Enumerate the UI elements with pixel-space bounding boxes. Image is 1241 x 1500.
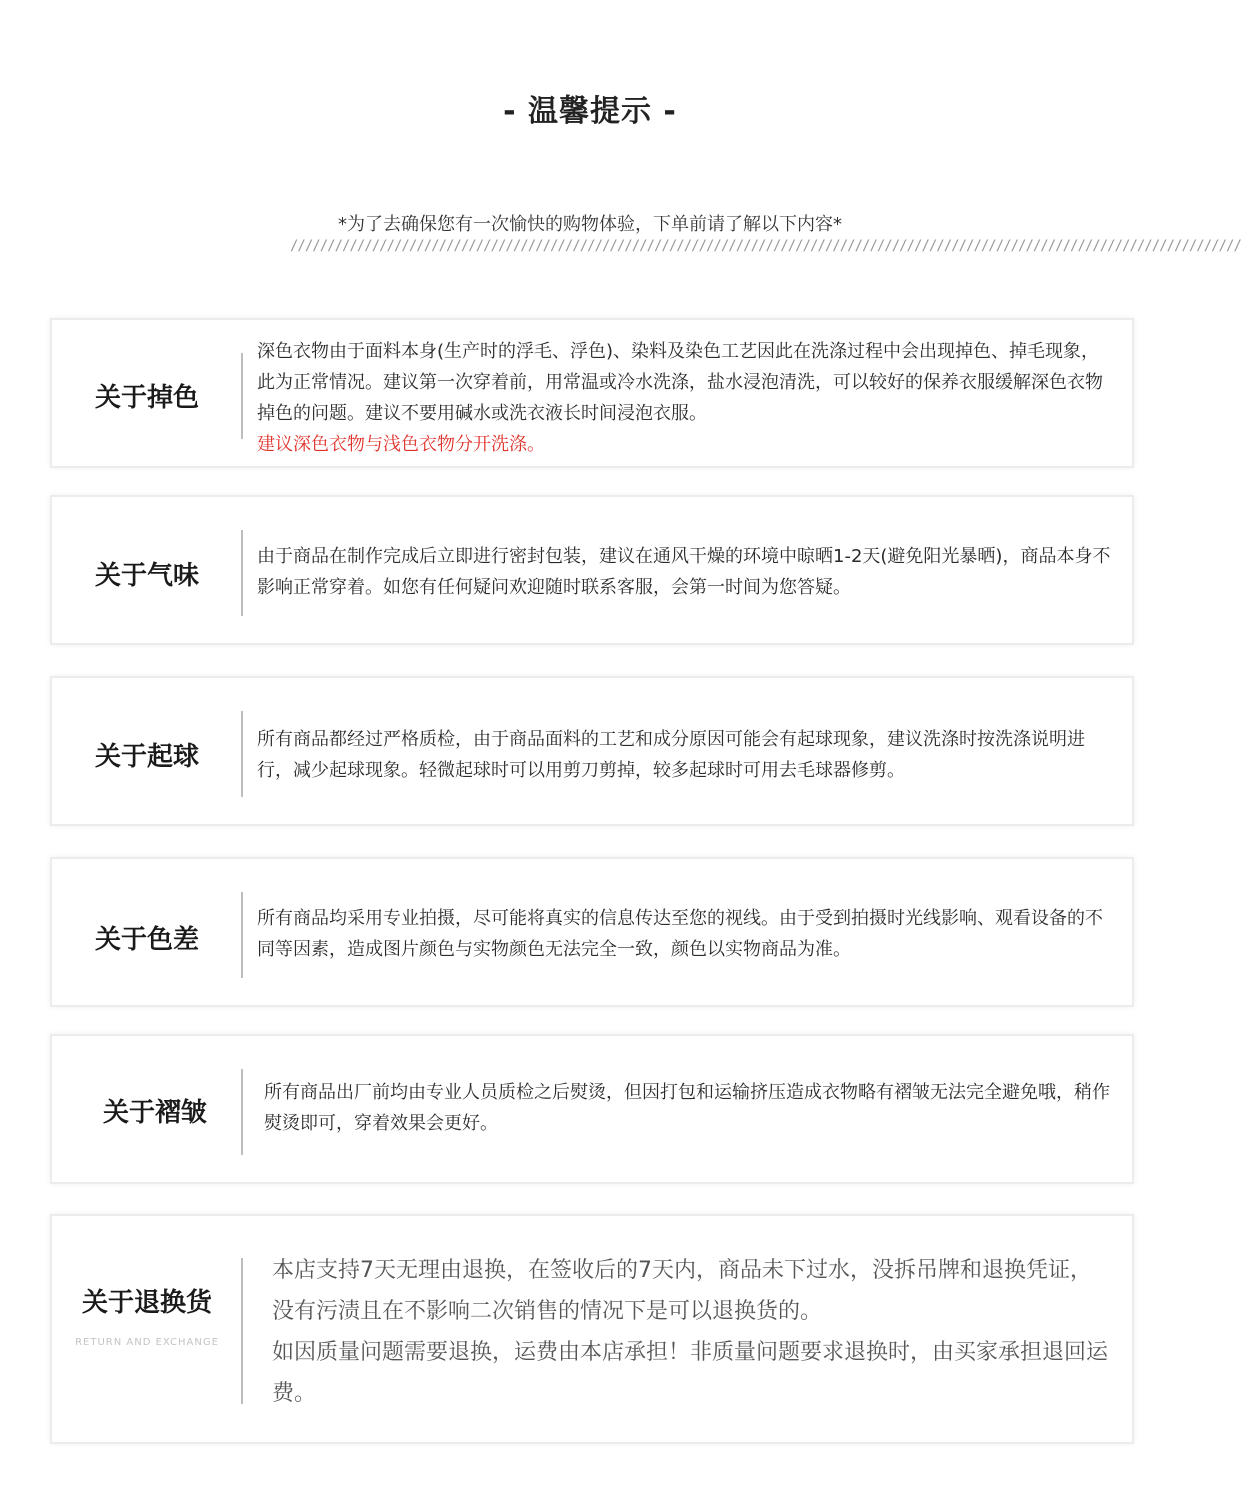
card-divider bbox=[241, 530, 243, 616]
card-divider bbox=[241, 1258, 243, 1404]
card-fading bbox=[50, 318, 1134, 468]
card-pilling bbox=[50, 676, 1134, 826]
card-wrinkles bbox=[50, 1034, 1134, 1184]
card-odor bbox=[50, 495, 1134, 645]
card-body: 深色衣物由于面料本身(生产时的浮毛、浮色)、染料及染色工艺因此在洗涤过程中会出现掉色、掉毛现象，此为正常情况。建议第一次穿着前，用常温或冷水洗涤，盐水浸泡清洗，可以较好的保养衣服缓解深色衣物掉色的问题。建议不要用碱水或洗衣液长时间浸泡衣服。 bbox=[257, 341, 1103, 424]
slash-divider: //////////////////////////////////////////////////////////////////////////////////////////////////////////////////////////////// bbox=[290, 238, 1241, 254]
card-text: 所有商品均采用专业拍摄，尽可能将真实的信息传达至您的视线。由于受到拍摄时光线影响、观看设备的不同等因素，造成图片颜色与实物颜色无法完全一致，颜色以实物商品为准。 bbox=[257, 908, 1103, 960]
card-label: 关于起球 bbox=[94, 742, 199, 772]
card-label: 关于气味 bbox=[94, 561, 199, 591]
card-text bbox=[257, 336, 1117, 460]
card-text: 所有商品出厂前均由专业人员质检之后熨烫，但因打包和运输挤压造成衣物略有褶皱无法完全避免哦，稍作熨烫即可，穿着效果会更好。 bbox=[264, 1082, 1110, 1134]
card-divider bbox=[241, 353, 243, 439]
card-divider bbox=[241, 711, 243, 797]
card-body: 本店支持7天无理由退换，在签收后的7天内，商品未下过水，没拆吊牌和退换凭证，没有污渍且在不影响二次销售的情况下是可以退换货的。 bbox=[272, 1258, 1092, 1324]
card-text: 所有商品都经过严格质检，由于商品面料的工艺和成分原因可能会有起球现象，建议洗涤时按洗涤说明进行，减少起球现象。轻微起球时可以用剪刀剪掉，较多起球时可用去毛球器修剪。 bbox=[257, 729, 1085, 781]
page-title: - 温馨提示 - bbox=[503, 94, 677, 129]
card-divider bbox=[241, 1069, 243, 1155]
card-sublabel: RETURN AND EXCHANGE bbox=[75, 1337, 219, 1348]
card-text: 由于商品在制作完成后立即进行密封包装，建议在通风干燥的环境中晾晒1-2天(避免阳光暴晒)，商品本身不影响正常穿着。如您有任何疑问欢迎随时联系客服，会第一时间为您答疑。 bbox=[257, 546, 1111, 598]
card-highlight: 建议深色衣物与浅色衣物分开洗涤。 bbox=[257, 434, 545, 455]
card-label: 关于褶皱 bbox=[102, 1098, 207, 1128]
card-body-2: 如因质量问题需要退换，运费由本店承担！非质量问题要求退换时，由买家承担退回运费。 bbox=[272, 1340, 1109, 1406]
card-label: 关于色差 bbox=[94, 925, 199, 955]
card-color-difference bbox=[50, 857, 1134, 1007]
card-label: 关于掉色 bbox=[94, 383, 199, 413]
card-divider bbox=[241, 892, 243, 978]
card-returns bbox=[50, 1214, 1134, 1444]
card-text bbox=[272, 1250, 1112, 1414]
page-subtitle: *为了去确保您有一次愉快的购物体验，下单前请了解以下内容* bbox=[338, 214, 842, 235]
card-label: 关于退换货 bbox=[81, 1288, 212, 1318]
